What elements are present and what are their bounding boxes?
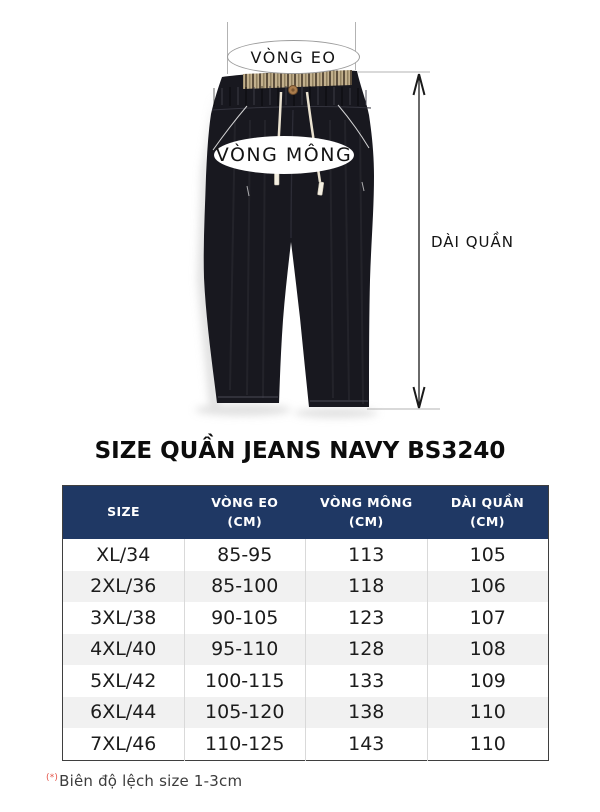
cell-length: 106 <box>427 571 549 603</box>
header-cell-length: DÀI QUẦN (CM) <box>427 486 549 540</box>
size-tolerance-footnote <box>46 772 242 790</box>
cell-waist: 85-95 <box>184 539 306 571</box>
table-row <box>63 539 549 571</box>
size-table <box>62 485 549 761</box>
cell-length: 107 <box>427 602 549 634</box>
length-measure-arrow <box>414 74 425 408</box>
table-row <box>63 697 549 729</box>
table-row <box>63 665 549 697</box>
cell-waist: 95-110 <box>184 634 306 666</box>
cell-hip: 143 <box>306 728 428 760</box>
cell-length: 110 <box>427 728 549 760</box>
size-chart-title: SIZE QUẦN JEANS NAVY BS3240 <box>94 438 506 464</box>
header-cell-size: SIZE <box>63 486 185 540</box>
cell-waist: 90-105 <box>184 602 306 634</box>
waist-measure-label <box>227 40 360 74</box>
header-cell-hip: VÒNG MÔNG (CM) <box>306 486 428 540</box>
cell-waist: 85-100 <box>184 571 306 603</box>
cell-hip: 123 <box>306 602 428 634</box>
cell-length: 109 <box>427 665 549 697</box>
cell-length: 108 <box>427 634 549 666</box>
cell-size: 2XL/36 <box>63 571 185 603</box>
cell-size: 7XL/46 <box>63 728 185 760</box>
cell-length: 110 <box>427 697 549 729</box>
cell-size: 5XL/42 <box>63 665 185 697</box>
cell-hip: 128 <box>306 634 428 666</box>
length-measure-label: DÀI QUẦN <box>431 233 515 251</box>
cell-hip: 138 <box>306 697 428 729</box>
cell-size: XL/34 <box>63 539 185 571</box>
cell-waist: 100-115 <box>184 665 306 697</box>
cell-size: 3XL/38 <box>63 602 185 634</box>
table-header-row <box>63 486 549 540</box>
cell-size: 6XL/44 <box>63 697 185 729</box>
footnote-text: Biên độ lệch size 1-3cm <box>59 772 243 790</box>
table-row <box>63 634 549 666</box>
table-row <box>63 602 549 634</box>
waist-measure-text: VÒNG EO <box>250 47 337 67</box>
waist-button <box>289 86 298 95</box>
cell-waist: 110-125 <box>184 728 306 760</box>
hip-measure-label <box>214 136 354 174</box>
table-row <box>63 728 549 760</box>
cell-size: 4XL/40 <box>63 634 185 666</box>
hip-measure-text: VÒNG MÔNG <box>215 144 353 166</box>
cell-hip: 133 <box>306 665 428 697</box>
table-row <box>63 571 549 603</box>
cell-waist: 105-120 <box>184 697 306 729</box>
cell-hip: 118 <box>306 571 428 603</box>
header-cell-waist: VÒNG EO (CM) <box>184 486 306 540</box>
footnote-marker: (*) <box>46 773 59 783</box>
cell-length: 105 <box>427 539 549 571</box>
cell-hip: 113 <box>306 539 428 571</box>
